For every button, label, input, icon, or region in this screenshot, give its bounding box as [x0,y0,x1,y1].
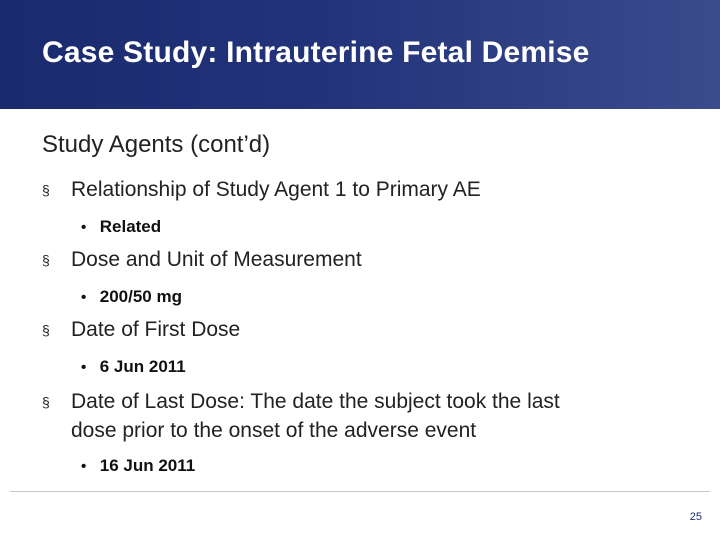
sub-bullet-relationship [81,216,161,239]
bullet-label: Dose and Unit of Measurement [71,248,362,271]
sub-bullet-first-dose [81,356,186,379]
sub-bullet-value: 6 Jun 2011 [99,357,186,376]
sub-bullet-last-dose [81,455,195,478]
bullet-marker-icon: § [42,322,50,338]
bullet-label: Date of First Dose [71,318,241,341]
bullet-label-line1: Date of Last Dose: The date the subject took the last [71,390,560,413]
footer-divider [10,491,710,492]
sub-bullet-value: 16 Jun 2011 [99,456,196,475]
bullet-marker-icon: § [42,252,50,268]
bullet-marker-icon: § [42,182,50,198]
sub-bullet-dot-icon: • [81,289,87,306]
sub-bullet-dose [81,286,182,309]
bullet-label: Relationship of Study Agent 1 to Primary AE [71,178,481,201]
slide-title: Case Study: Intrauterine Fetal Demise [42,36,590,69]
section-subtitle: Study Agents (cont’d) [42,131,271,158]
sub-bullet-value: 200/50 mg [99,287,182,306]
sub-bullet-dot-icon: • [81,458,87,475]
sub-bullet-dot-icon: • [81,219,87,236]
page-number: 25 [689,511,702,523]
slide-header [0,0,720,109]
sub-bullet-dot-icon: • [81,359,87,376]
sub-bullet-value: Related [99,217,162,236]
bullet-marker-icon: § [42,394,50,410]
bullet-label-line2: dose prior to the onset of the adverse event [71,419,477,442]
